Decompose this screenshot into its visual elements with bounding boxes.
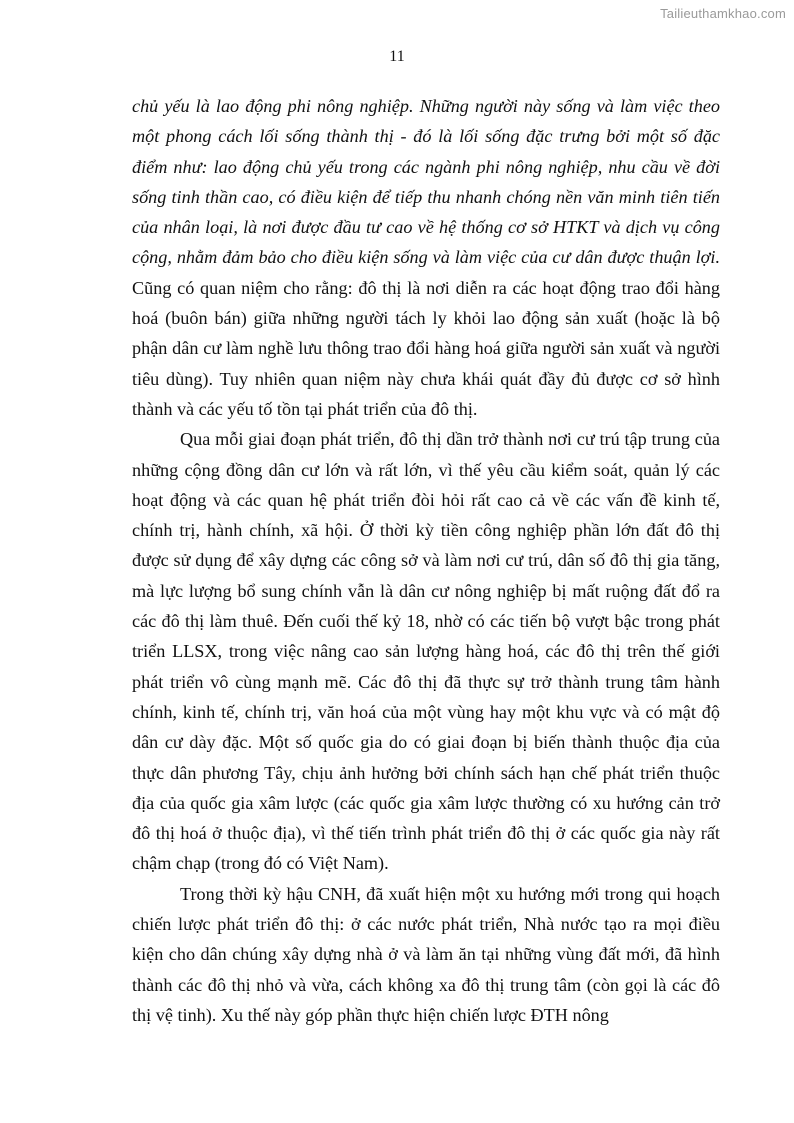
paragraph-3: Trong thời kỳ hậu CNH, đã xuất hiện một xu hướng mới trong qui hoạch chiến lược phát triển đô thị: ở các nước phát triển, Nhà nước tạo ra mọi điều kiện cho dân chúng xây dựng nhà ở và làm ăn tại những vùng đất mới, đã hình thành các đô thị nhỏ và vừa, cách không xa đô thị trung tâm (còn gọi là các đô thị vệ tinh). Xu thế này góp phần thực hiện chiến lược ĐTH nông <box>132 883 720 1025</box>
page-number: 11 <box>389 48 405 65</box>
watermark: Tailieuthamkhao.com <box>660 6 786 21</box>
paragraph-2: Qua mỗi giai đoạn phát triển, đô thị dần trở thành nơi cư trú tập trung của những cộng đồng dân cư lớn và rất lớn, vì thế yêu cầu kiểm soát, quản lý các hoạt động và các quan hệ phát triển đòi hỏi rất cao cả về các vấn đề kinh tế, chính trị, hành chính, xã hội. Ở thời kỳ tiền công nghiệp phần lớn đất đô thị được sử dụng để xây dựng các công sở và làm nơi cư trú, dân số đô thị gia tăng, mà lực lượng bổ sung chính vẫn là dân cư nông nghiệp bị mất ruộng đất đổ ra các đô thị làm thuê. Đến cuối thế kỷ 18, nhờ có các tiến bộ vượt bậc trong phát triển LLSX, trong việc nâng cao sản lượng hàng hoá, các đô thị trên thế giới phát triển vô cùng mạnh mẽ. Các đô thị đã thực sự trở thành trung tâm hành chính, kinh tế, chính trị, văn hoá của một vùng hay một khu vực và có mật độ dân cư dày đặc. Một số quốc gia do có giai đoạn bị biến thành thuộc địa của thực dân phương Tây, chịu ảnh hưởng bởi chính sách hạn chế phát triển thuộc địa của quốc gia xâm lược (các quốc gia xâm lược thường có xu hướng cản trở đô thị hoá ở thuộc địa), vì thế tiến trình phát triển đô thị ở các quốc gia này rất chậm chạp (trong đó có Việt Nam). <box>132 429 720 874</box>
paragraph-1-italic-text: chủ yếu là lao động phi nông nghiệp. Những người này sống và làm việc theo một phong cách lối sống thành thị - đó là lối sống đặc trưng bởi một số đặc điểm như: lao động chủ yếu trong các ngành phi nông nghiệp, nhu cầu về đời sống tinh thần cao, có điều kiện để tiếp thu nhanh chóng nền văn minh tiên tiến của nhân loại, là nơi được đầu tư cao về hệ thống cơ sở HTKT và dịch vụ công cộng, nhằm đảm bảo cho điều kiện sống và làm việc của cư dân được thuận lợi. <box>132 96 720 268</box>
document-body <box>132 91 720 1030</box>
paragraph-1 <box>132 91 720 424</box>
paragraph-1-normal-text: Cũng có quan niệm cho rằng: đô thị là nơi diễn ra các hoạt động trao đổi hàng hoá (buôn bán) giữa những người tách ly khỏi lao động sản xuất (hoặc là bộ phận dân cư làm nghề lưu thông trao đổi hàng hoá giữa người sản xuất và người tiêu dùng). Tuy nhiên quan niệm này chưa khái quát đầy đủ được cơ sở hình thành và các yếu tố tồn tại phát triển của đô thị. <box>132 277 720 419</box>
